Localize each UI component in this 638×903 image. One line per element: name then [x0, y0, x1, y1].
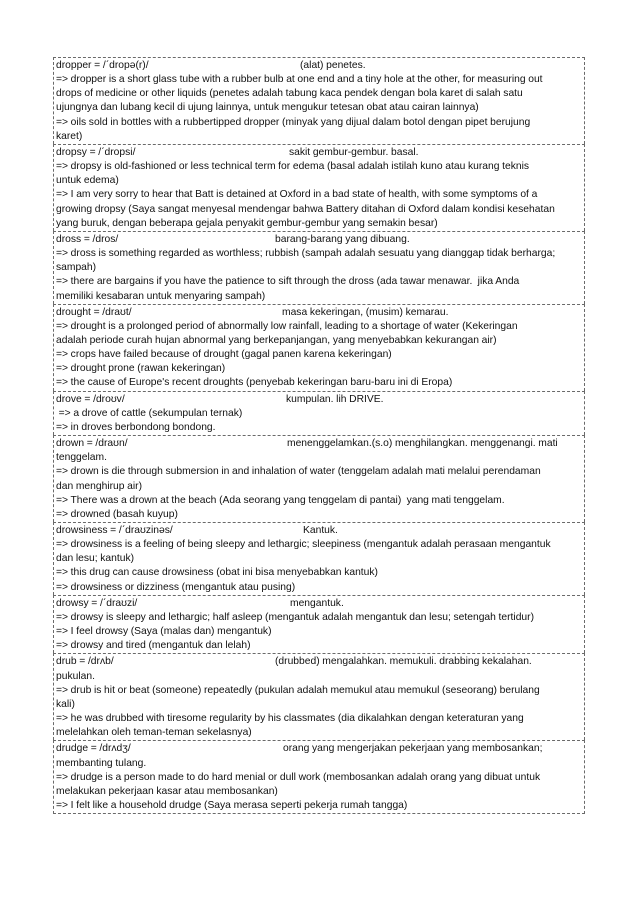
entry-text-line: => crops have failed because of drought (gagal panen karena kekeringan) — [56, 349, 392, 361]
entry-text-line: sampah) — [56, 262, 97, 274]
entry-text-line: => this drug can cause drowsiness (obat ini bisa menyebabkan kantuk) — [56, 567, 378, 579]
entry-text-line: => drown is die through submersion in and inhalation of water (tenggelam adalah mati melalui perendaman — [56, 466, 541, 478]
entry-text-line: melakukan pekerjaan kasar atau membosankan) — [56, 785, 278, 797]
dictionary-entry — [53, 740, 585, 814]
dictionary-entry — [53, 304, 585, 391]
indonesian-translation: sakit gembur-gembur. basal. — [289, 146, 419, 158]
entry-text-line: => the cause of Europe's recent droughts (penyebab kekeringan baru-baru ini di Eropa) — [56, 377, 453, 389]
headword-pronunciation: drudge = /drʌdʒ/ — [56, 743, 131, 755]
entry-text-line: => drub is hit or beat (someone) repeatedly (pukulan adalah memukul atau memukul (seseorang) berulang — [56, 684, 540, 696]
entry-text-line: => I felt like a household drudge (Saya merasa seperti pekerja rumah tangga) — [56, 799, 408, 811]
entry-text-line: => dropper is a short glass tube with a rubber bulb at one end and a tiny hole at the other, for measuring out — [56, 74, 543, 86]
dictionary-entry — [53, 522, 585, 595]
indonesian-translation: menenggelamkan.(s.o) menghilangkan. menggenangi. mati — [287, 438, 558, 450]
entry-text-line: => drudge is a person made to do hard menial or dull work (membosankan adalah orang yang dibuat untuk — [56, 771, 541, 783]
dictionary-entry — [53, 391, 585, 435]
dictionary-entry — [53, 57, 585, 144]
entry-text-line: growing dropsy (Saya sangat menyesal mendengar bahwa Battery ditahan di Oxford dalam kondisi kesehatan — [56, 203, 555, 215]
indonesian-translation: masa kekeringan, (musim) kemarau. — [282, 306, 449, 318]
entry-text-line: melelahkan oleh teman-teman sekelasnya) — [56, 727, 252, 739]
entry-headline — [56, 233, 582, 247]
entry-text-line: => drought is a prolonged period of abnormally low rainfall, leading to a shortage of water (Kekeringan — [56, 320, 518, 332]
entry-text-line: => drowsiness or dizziness (mengantuk atau pusing) — [56, 581, 296, 593]
headword-pronunciation: drown = /draʊn/ — [56, 438, 128, 450]
entry-text-line: yang buruk, dengan beberapa gejala penyakit gembur-gembur yang semakin besar) — [56, 217, 438, 229]
dictionary-entry — [53, 595, 585, 654]
indonesian-translation: orang yang mengerjakan pekerjaan yang membosankan; — [283, 743, 543, 755]
entry-text-line: ujungnya dan lubang kecil di ujung lainnya, untuk mengukur tetesan obat atau cairan lainnya) — [56, 102, 479, 114]
entry-text-line: => drought prone (rawan kekeringan) — [56, 363, 226, 375]
entry-text-line: => dropsy is old-fashioned or less technical term for edema (basal adalah istilah kuno atau kurang teknis — [56, 161, 530, 173]
entry-headline — [56, 655, 582, 669]
entry-text-line: => drowsiness is a feeling of being sleepy and lethargic; sleepiness (mengantuk adalah perasaan mengantuk — [56, 539, 551, 551]
entry-headline — [56, 524, 582, 538]
dictionary-entry — [53, 231, 585, 304]
entry-headline — [56, 59, 582, 73]
entry-text-line: => he was drubbed with tiresome regularity by his classmates (dia dikalahkan dengan keteraturan yang — [56, 713, 524, 725]
entry-text-line: kali) — [56, 698, 75, 710]
entry-text-line: => drowned (basah kuyup) — [56, 508, 178, 520]
dictionary-entry — [53, 653, 585, 740]
entry-text-line: => oils sold in bottles with a rubbertipped dropper (minyak yang dijual dalam botol dengan pipet berujung — [56, 116, 531, 128]
headword-pronunciation: drowsy = /ˊdraʊzi/ — [56, 597, 138, 609]
entry-text-line: drops of medicine or other liquids (penetes adalah tabung kaca pendek dengan bola karet di salah satu — [56, 88, 523, 100]
entry-text-line: => drowsy and tired (mengantuk dan lelah) — [56, 640, 251, 652]
indonesian-translation: kumpulan. lih DRIVE. — [286, 393, 384, 405]
indonesian-translation: mengantuk. — [290, 597, 344, 609]
indonesian-translation: Kantuk. — [303, 525, 338, 536]
entry-headline — [56, 742, 582, 756]
entry-text-line: karet) — [56, 130, 83, 142]
entry-text-line: => I am very sorry to hear that Batt is detained at Oxford in a bad state of health, with some symptoms of a — [56, 189, 538, 201]
entry-headline — [56, 146, 582, 160]
indonesian-translation: (drubbed) mengalahkan. memukuli. drabbing kekalahan. — [275, 656, 532, 668]
entry-text-line: memiliki kesabaran untuk menyaring sampah) — [56, 290, 266, 302]
entry-text-line: => I feel drowsy (Saya (malas dan) mengantuk) — [56, 626, 272, 638]
indonesian-translation: barang-barang yang dibuang. — [275, 233, 410, 245]
entry-text-line: dan lesu; kantuk) — [56, 553, 135, 565]
headword-pronunciation: drove = /droʊv/ — [56, 393, 125, 405]
entry-text-line: untuk edema) — [56, 175, 119, 187]
dictionary-page — [53, 57, 585, 814]
entry-headline — [56, 437, 582, 451]
entry-text-line: => drowsy is sleepy and lethargic; half asleep (mengantuk adalah mengantuk dan lesu; setengah tertidur) — [56, 611, 535, 623]
entry-text-line: tenggelam. — [56, 452, 107, 464]
headword-pronunciation: drowsiness = /ˊdraʊzinəs/ — [56, 525, 173, 536]
dictionary-entry — [53, 144, 585, 231]
entry-text-line: pukulan. — [56, 670, 95, 682]
entry-text-line: membanting tulang. — [56, 757, 147, 769]
indonesian-translation: (alat) penetes. — [300, 60, 366, 71]
entry-text-line: => in droves berbondong bondong. — [56, 421, 216, 433]
entry-text-line: adalah periode curah hujan abnormal yang berkepanjangan, yang menyebabkan kekurangan air) — [56, 334, 497, 346]
entry-text-line: dan menghirup air) — [56, 480, 143, 492]
headword-pronunciation: drought = /draʊt/ — [56, 306, 132, 318]
headword-pronunciation: dropsy = /ˊdropsi/ — [56, 146, 136, 158]
headword-pronunciation: dropper = /ˊdropə(r)/ — [56, 60, 149, 71]
entry-text-line: => There was a drown at the beach (Ada seorang yang tenggelam di pantai) yang mati tenggelam. — [56, 494, 505, 506]
entry-text-line: => dross is something regarded as worthless; rubbish (sampah adalah sesuatu yang dianggap tidak berharga; — [56, 248, 556, 260]
headword-pronunciation: dross = /dros/ — [56, 233, 119, 245]
dictionary-entry — [53, 435, 585, 522]
headword-pronunciation: drub = /drʌb/ — [56, 656, 114, 668]
entry-text-line: => there are bargains if you have the patience to sift through the dross (ada tawar menawar. jika Anda — [56, 276, 520, 288]
entry-headline — [56, 597, 582, 611]
entry-text-line: => a drove of cattle (sekumpulan ternak) — [56, 407, 243, 419]
entry-headline — [56, 306, 582, 320]
entry-headline — [56, 393, 582, 407]
